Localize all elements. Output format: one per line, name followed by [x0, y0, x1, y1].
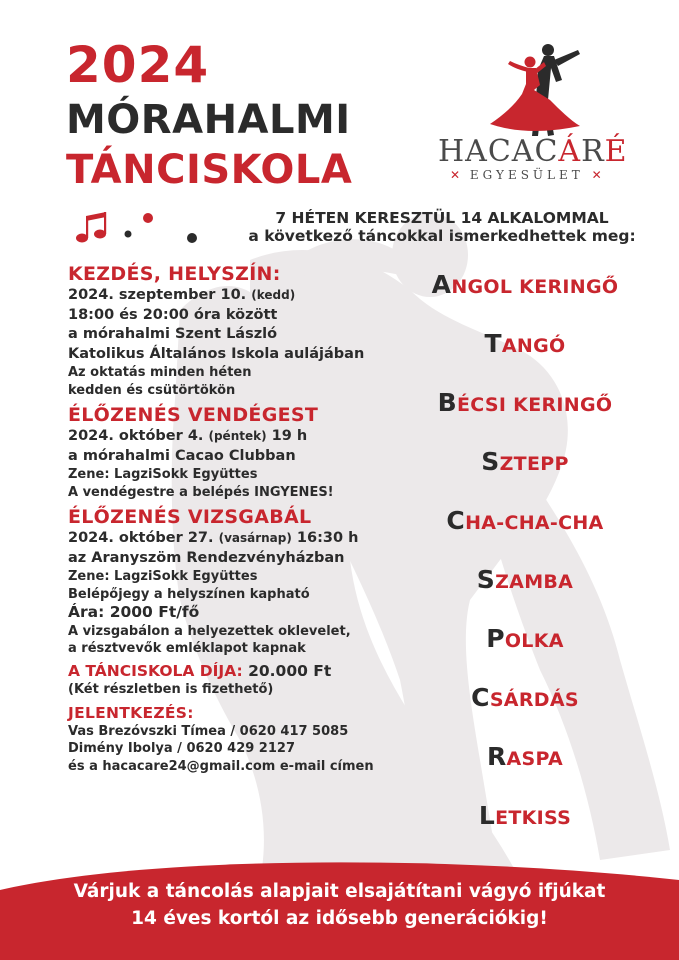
- guest-heading: ÉLŐZENÉS VENDÉGEST: [68, 404, 319, 426]
- dance-name: ETKISS: [495, 807, 572, 829]
- start-place-1: a mórahalmi Szent László: [68, 326, 278, 342]
- dance-item: [400, 506, 650, 535]
- title-line-1: MÓRAHALMI: [66, 97, 351, 143]
- exam-time: 16:30 h: [296, 530, 359, 546]
- exam-heading: ÉLŐZENÉS VIZSGABÁL: [68, 506, 312, 528]
- start-date-day: (kedd): [251, 288, 296, 302]
- info-column: [68, 262, 418, 775]
- dance-initial: T: [484, 329, 502, 358]
- footer-line-2: 14 éves kortól az idősebb generációkig!: [131, 908, 548, 929]
- logo-wordmark-part: R: [581, 134, 605, 169]
- start-note-2: kedden és csütörtökön: [68, 382, 236, 398]
- exam-date-day: (vasárnap): [218, 531, 292, 545]
- dance-item: [400, 742, 650, 771]
- registration-contact-2: Dimény Ibolya / 0620 429 2127: [68, 741, 295, 756]
- dance-item: [400, 565, 650, 594]
- logo-subtitle: [450, 168, 604, 182]
- fee-label: A TÁNCISKOLA DÍJA:: [68, 661, 243, 680]
- dance-name: ANGÓ: [501, 335, 566, 357]
- start-time: 18:00 és 20:00 óra között: [68, 306, 278, 323]
- guest-date-value: 2024. október 4.: [68, 428, 204, 444]
- dance-name: SÁRDÁS: [489, 689, 579, 711]
- fee-note: (Két részletben is fizethető): [68, 682, 274, 697]
- start-heading: KEZDÉS, HELYSZÍN:: [68, 263, 281, 285]
- dance-initial: C: [446, 506, 466, 535]
- dance-item: [400, 624, 650, 653]
- exam-music: Zene: LagziSokk Együttes: [68, 569, 258, 584]
- dance-item: [400, 329, 650, 358]
- intro-line-2: a következő táncokkal ismerkedhettek meg:: [248, 227, 636, 245]
- logo-wordmark-accent: Á: [558, 134, 582, 169]
- dance-initial: A: [431, 270, 452, 299]
- guest-music: Zene: LagziSokk Együttes: [68, 467, 258, 482]
- logo-wordmark-accent: É: [604, 134, 628, 169]
- guest-place: a mórahalmi Cacao Clubban: [68, 447, 296, 464]
- exam-date: [68, 529, 418, 549]
- dance-name: HA-CHA-CHA: [465, 512, 604, 534]
- exam-note-1: A vizsgabálon a helyezettek oklevelet,: [68, 623, 351, 639]
- dance-item: [400, 683, 650, 712]
- dance-name: ZTEPP: [499, 453, 569, 475]
- guest-date-day: (péntek): [208, 429, 267, 443]
- ornament-icon: ✕: [450, 168, 463, 182]
- logo-subtitle-text: EGYESÜLET: [469, 168, 584, 182]
- registration-contact-1: Vas Brezóvszki Tímea / 0620 417 5085: [68, 723, 349, 739]
- dance-name: OLKA: [504, 630, 564, 652]
- footer-text: [0, 878, 679, 932]
- intro-line-1: 7 HÉTEN KERESZTÜL 14 ALKALOMMAL: [275, 209, 609, 227]
- exam-place: az Aranyszöm Rendezvényházban: [68, 549, 345, 566]
- exam-ticket: Belépőjegy a helyszínen kapható: [68, 586, 310, 602]
- dance-name: ASPA: [506, 748, 564, 770]
- dance-initial: S: [481, 447, 500, 476]
- dance-initial: B: [437, 388, 458, 417]
- exam-price: Ára: 2000 Ft/fő: [68, 603, 200, 621]
- start-note-1: Az oktatás minden héten: [68, 365, 252, 380]
- music-notes-icon: [68, 208, 208, 250]
- dance-name: ZAMBA: [495, 571, 574, 593]
- title-line-2: TÁNCISKOLA: [66, 147, 353, 193]
- year-heading: 2024: [66, 36, 210, 94]
- footer-line-1: Várjuk a táncolás alapjait elsajátítani vágyó ifjúkat: [73, 881, 606, 902]
- intro-text: [232, 209, 652, 245]
- dance-initial: L: [478, 801, 496, 830]
- dance-item: [400, 388, 650, 417]
- logo-wordmark: [438, 134, 628, 169]
- dance-name: ÉCSI KERINGŐ: [457, 394, 613, 416]
- ornament-icon: ✕: [591, 168, 604, 182]
- exam-date-value: 2024. október 27.: [68, 530, 214, 546]
- logo-wordmark-part: HACAC: [438, 134, 559, 169]
- registration-contact-3: és a hacacare24@gmail.com e-mail címen: [68, 758, 374, 774]
- guest-time: 19 h: [271, 428, 308, 444]
- exam-note-2: a résztvevők emléklapot kapnak: [68, 641, 306, 656]
- fee-value: 20.000 Ft: [248, 661, 332, 680]
- start-date: [68, 286, 418, 306]
- registration-heading: JELENTKEZÉS:: [68, 703, 194, 722]
- guest-date: [68, 427, 418, 447]
- dance-name: NGOL KERINGŐ: [451, 276, 619, 298]
- dance-item: [400, 270, 650, 299]
- start-date-value: 2024. szeptember 10.: [68, 287, 247, 303]
- start-place-2: Katolikus Általános Iskola aulájában: [68, 345, 365, 362]
- dance-initial: P: [486, 624, 505, 653]
- dance-initial: R: [486, 742, 507, 771]
- dance-item: [400, 447, 650, 476]
- fee-line: [68, 662, 418, 682]
- dance-initial: C: [471, 683, 490, 712]
- dance-initial: S: [476, 565, 496, 594]
- dance-item: [400, 801, 650, 830]
- guest-entry: A vendégestre a belépés INGYENES!: [68, 484, 334, 500]
